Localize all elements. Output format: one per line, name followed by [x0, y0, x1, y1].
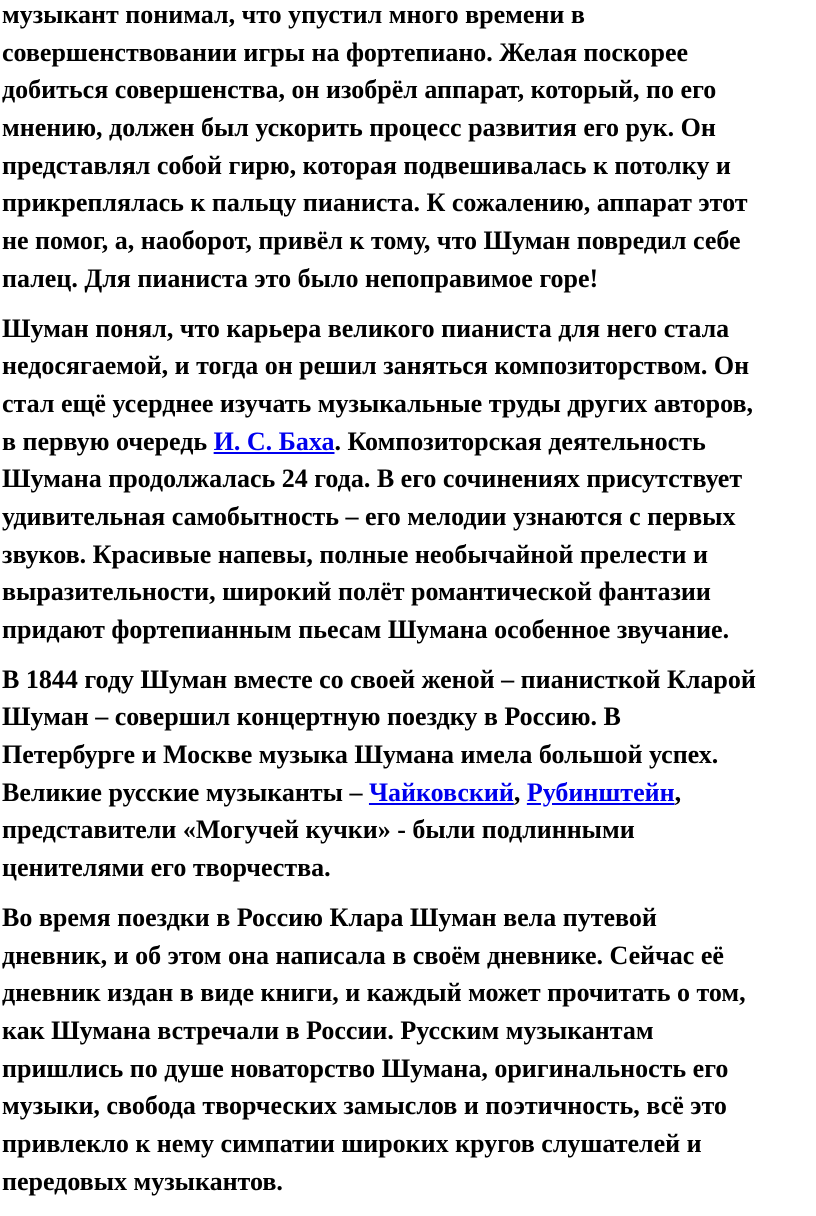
text-segment: Великие русские музыканты – [2, 777, 369, 807]
text-line [2, 423, 814, 461]
text-line [2, 184, 814, 222]
text-segment: . Композиторская деятельность [334, 426, 706, 456]
text-line [2, 34, 814, 72]
text-line [2, 385, 814, 423]
paragraph-4 [2, 899, 814, 1201]
text-segment: Шумана продолжалась 24 года. В его сочинениях присутствует [2, 464, 743, 494]
text-segment: совершенствовании игры на фортепиано. Желая поскорее [2, 37, 689, 67]
text-segment: как Шумана встречали в России. Русским музыкантам [2, 1015, 654, 1045]
text-segment: удивительная самобытность – его мелодии узнаются с первых [2, 501, 736, 531]
text-segment: не помог, а, наоборот, привёл к тому, что Шуман повредил себе [2, 226, 741, 256]
text-segment: Петербурге и Москве музыка Шумана имела большой успех. [2, 740, 719, 770]
text-segment: музыки, свобода творческих замыслов и поэтичность, всё это [2, 1091, 727, 1121]
text-segment: мнению, должен был ускорить процесс развития его рук. Он [2, 113, 716, 143]
text-segment: представители «Могучей кучки» - были подлинными [2, 815, 635, 845]
text-segment: Шуман – совершил концертную поездку в Россию. В [2, 702, 621, 732]
text-segment: выразительности, широкий полёт романтической фантазии [2, 577, 711, 607]
text-line [2, 260, 814, 298]
text-segment: дневник издан в виде книги, и каждый может прочитать о том, [2, 978, 746, 1008]
text-line [2, 347, 814, 385]
text-line [2, 1125, 814, 1163]
text-segment: Во время поездки в Россию Клара Шуман вела путевой [2, 902, 657, 932]
text-line [2, 698, 814, 736]
text-line [2, 811, 814, 849]
text-line [2, 1012, 814, 1050]
text-segment: дневник, и об этом она написала в своём дневнике. Сейчас её [2, 940, 724, 970]
text-line [2, 0, 814, 34]
text-segment: палец. Для пианиста это было непоправимое горе! [2, 263, 599, 293]
text-line [2, 573, 814, 611]
text-line [2, 736, 814, 774]
text-line [2, 460, 814, 498]
text-segment: представлял собой гирю, которая подвешивалась к потолку и [2, 150, 731, 180]
text-line [2, 222, 814, 260]
text-line [2, 849, 814, 887]
text-segment: В 1844 году Шуман вместе со своей женой – пианисткой Кларой [2, 664, 756, 694]
text-line [2, 536, 814, 574]
hyperlink[interactable]: Чайковский [368, 777, 514, 807]
paragraph-1 [2, 0, 814, 298]
text-segment: привлекло к нему симпатии широких кругов слушателей и [2, 1128, 702, 1158]
text-line [2, 498, 814, 536]
text-line [2, 310, 814, 348]
text-segment: недосягаемой, и тогда он решил заняться композиторством. Он [2, 351, 750, 381]
paragraph-2 [2, 310, 814, 649]
hyperlink[interactable]: И. С. Баха [213, 426, 335, 456]
text-segment: звуков. Красивые напевы, полные необычайной прелести и [2, 539, 709, 569]
text-line [2, 974, 814, 1012]
text-line [2, 71, 814, 109]
paragraph-3 [2, 661, 814, 887]
text-line [2, 1163, 814, 1201]
text-line [2, 1050, 814, 1088]
text-segment: ценителями его творчества. [2, 853, 331, 883]
text-segment: , [513, 777, 527, 807]
text-line [2, 899, 814, 937]
text-line [2, 937, 814, 975]
text-segment: добиться совершенства, он изобрёл аппарат, который, по его [2, 75, 717, 105]
text-segment: Шуман понял, что карьера великого пианиста для него стала [2, 313, 730, 343]
hyperlink[interactable]: Рубинштейн [526, 777, 675, 807]
text-segment: прикреплялась к пальцу пианиста. К сожалению, аппарат этот [2, 188, 748, 218]
text-line [2, 1087, 814, 1125]
text-segment: музыкант понимал, что упустил много времени в [2, 0, 585, 29]
text-segment: придают фортепианным пьесам Шумана особенное звучание. [2, 615, 730, 644]
text-segment: в первую очередь [2, 426, 214, 456]
text-line [2, 147, 814, 185]
text-segment: стал ещё усерднее изучать музыкальные труды других авторов, [2, 388, 753, 418]
text-line [2, 611, 814, 649]
text-segment: передовых музыкантов. [2, 1166, 283, 1196]
text-segment: , [674, 777, 682, 807]
text-line [2, 774, 814, 812]
text-line [2, 661, 814, 699]
text-segment: пришлись по душе новаторство Шумана, оригинальность его [2, 1053, 729, 1083]
text-line [2, 109, 814, 147]
